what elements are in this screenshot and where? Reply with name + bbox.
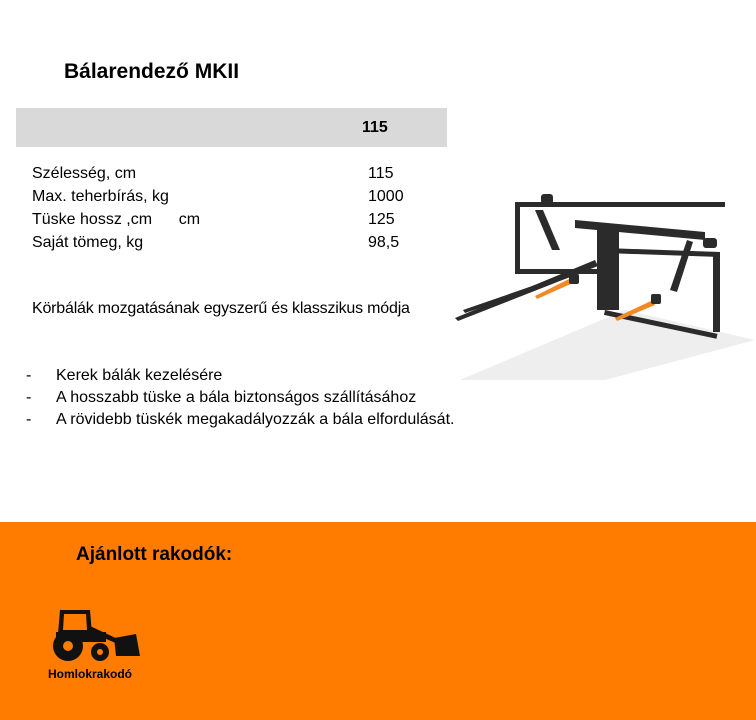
spec-table (32, 165, 452, 257)
spec-value: 98,5 (368, 234, 400, 251)
spec-value: 115 (368, 165, 394, 182)
feature-text: A hosszabb tüske a bála biztonságos szállításához (56, 389, 417, 406)
feature-text: Kerek bálák kezelésére (56, 367, 223, 384)
bullet-dash: - (26, 411, 32, 428)
bale-spike-product-image (455, 190, 755, 380)
spec-label: Saját tömeg, kg (32, 234, 144, 251)
front-loader-label: Homlokrakodó (48, 667, 133, 681)
product-tagline: Körbálák mozgatásának egyszerű és klasszikus módja (32, 300, 410, 317)
spec-label: Szélesség, cm (32, 165, 137, 182)
spec-value: 125 (368, 211, 395, 228)
model-header-bar (16, 108, 447, 147)
spec-row (32, 211, 452, 234)
front-loader-icon (50, 604, 142, 664)
spec-label: Max. teherbírás, kg (32, 188, 169, 205)
spec-value: 1000 (368, 188, 404, 205)
bullet-dash: - (26, 389, 32, 406)
spec-row (32, 165, 452, 188)
page-title: Bálarendező MKII (64, 60, 240, 83)
spec-row (32, 188, 452, 211)
feature-text: A rövidebb tüskék megakadályozzák a bála elfordulását. (56, 411, 455, 428)
spec-row (32, 234, 452, 257)
model-number: 115 (362, 119, 388, 136)
spec-label: Tüske hossz ,cm cm (32, 211, 201, 228)
section-title: Ajánlott rakodók: (76, 544, 233, 565)
bullet-dash: - (26, 367, 32, 384)
recommended-loaders-panel (0, 522, 756, 720)
